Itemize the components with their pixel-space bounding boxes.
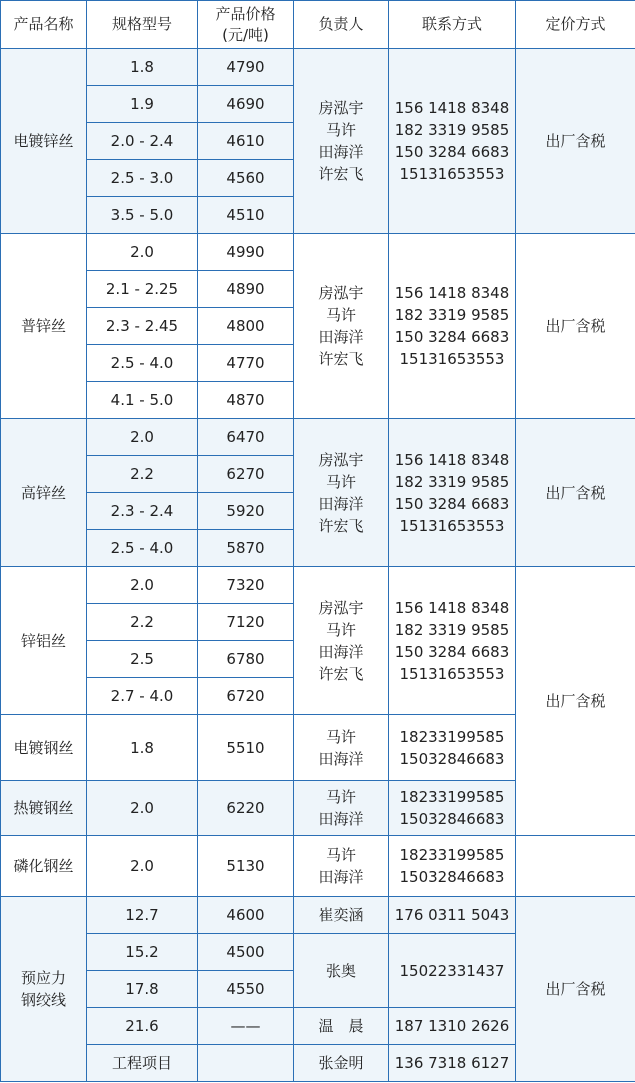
pricing-method: 出厂含税	[516, 234, 635, 419]
spec-cell: 2.0	[87, 567, 198, 604]
table-row	[1, 836, 635, 897]
spec-cell: 21.6	[87, 1008, 198, 1045]
product-name: 高锌丝	[1, 419, 87, 567]
table-row	[1, 419, 635, 456]
price-cell: 7320	[198, 567, 294, 604]
price-cell: ——	[198, 1008, 294, 1045]
price-cell: 4990	[198, 234, 294, 271]
price-cell: 6470	[198, 419, 294, 456]
contact-phones: 15022331437	[389, 934, 516, 1008]
price-cell: 4500	[198, 934, 294, 971]
header-contact-person: 负责人	[294, 1, 389, 49]
price-cell: 6270	[198, 456, 294, 493]
contact-phones: 156 1418 8348 182 3319 9585 150 3284 6683 15131653553	[389, 49, 516, 234]
spec-cell: 3.5 - 5.0	[87, 197, 198, 234]
contact-phones: 136 7318 6127	[389, 1045, 516, 1082]
price-cell: 4610	[198, 123, 294, 160]
price-cell: 7120	[198, 604, 294, 641]
price-cell: 5130	[198, 836, 294, 897]
price-cell	[198, 1045, 294, 1082]
price-cell: 5870	[198, 530, 294, 567]
product-name: 热镀钢丝	[1, 781, 87, 836]
spec-cell: 2.2	[87, 456, 198, 493]
price-cell: 4800	[198, 308, 294, 345]
contact-people: 崔奕涵	[294, 897, 389, 934]
spec-cell: 2.3 - 2.45	[87, 308, 198, 345]
spec-cell: 2.7 - 4.0	[87, 678, 198, 715]
price-cell: 5510	[198, 715, 294, 781]
price-cell: 4560	[198, 160, 294, 197]
spec-cell: 4.1 - 5.0	[87, 382, 198, 419]
header-price: 产品价格 (元/吨)	[198, 1, 294, 49]
table-row	[1, 49, 635, 86]
table-row	[1, 234, 635, 271]
spec-cell: 17.8	[87, 971, 198, 1008]
product-name: 锌铝丝	[1, 567, 87, 715]
price-cell: 6720	[198, 678, 294, 715]
spec-cell: 2.5	[87, 641, 198, 678]
contact-people: 马许 田海洋	[294, 836, 389, 897]
contact-people: 房泓宇 马许 田海洋 许宏飞	[294, 49, 389, 234]
contact-phones: 18233199585 15032846683	[389, 715, 516, 781]
spec-cell: 15.2	[87, 934, 198, 971]
header-pricing-method: 定价方式	[516, 1, 635, 49]
contact-phones: 156 1418 8348 182 3319 9585 150 3284 6683 15131653553	[389, 567, 516, 715]
spec-cell: 1.9	[87, 86, 198, 123]
table-row	[1, 897, 635, 934]
contact-phones: 187 1310 2626	[389, 1008, 516, 1045]
contact-people: 房泓宇 马许 田海洋 许宏飞	[294, 234, 389, 419]
spec-cell: 2.0	[87, 781, 198, 836]
header-contact-info: 联系方式	[389, 1, 516, 49]
product-name: 电镀锌丝	[1, 49, 87, 234]
header-row	[1, 1, 635, 49]
price-cell: 4600	[198, 897, 294, 934]
contact-people: 房泓宇 马许 田海洋 许宏飞	[294, 567, 389, 715]
spec-cell: 2.0 - 2.4	[87, 123, 198, 160]
spec-cell: 2.5 - 4.0	[87, 345, 198, 382]
price-cell: 4790	[198, 49, 294, 86]
contact-phones: 156 1418 8348 182 3319 9585 150 3284 6683 15131653553	[389, 234, 516, 419]
price-cell: 5920	[198, 493, 294, 530]
table-row	[1, 567, 635, 604]
contact-phones: 18233199585 15032846683	[389, 836, 516, 897]
price-cell: 6220	[198, 781, 294, 836]
price-cell: 4890	[198, 271, 294, 308]
spec-cell: 2.1 - 2.25	[87, 271, 198, 308]
pricing-method: 出厂含税	[516, 419, 635, 567]
spec-cell: 1.8	[87, 49, 198, 86]
contact-people: 马许 田海洋	[294, 715, 389, 781]
pricing-method: 出厂含税	[516, 49, 635, 234]
spec-cell: 工程项目	[87, 1045, 198, 1082]
price-cell: 6780	[198, 641, 294, 678]
header-spec: 规格型号	[87, 1, 198, 49]
contact-phones: 156 1418 8348 182 3319 9585 150 3284 6683 15131653553	[389, 419, 516, 567]
contact-people: 温 晨	[294, 1008, 389, 1045]
spec-cell: 2.0	[87, 836, 198, 897]
pricing-method: 出厂含税	[516, 567, 635, 836]
contact-people: 张金明	[294, 1045, 389, 1082]
spec-cell: 2.3 - 2.4	[87, 493, 198, 530]
pricing-method: 出厂含税	[516, 897, 635, 1082]
contact-phones: 176 0311 5043	[389, 897, 516, 934]
product-name: 普锌丝	[1, 234, 87, 419]
spec-cell: 1.8	[87, 715, 198, 781]
spec-cell: 2.2	[87, 604, 198, 641]
contact-phones: 18233199585 15032846683	[389, 781, 516, 836]
price-cell: 4690	[198, 86, 294, 123]
price-cell: 4770	[198, 345, 294, 382]
product-name: 电镀钢丝	[1, 715, 87, 781]
spec-cell: 2.5 - 4.0	[87, 530, 198, 567]
price-cell: 4550	[198, 971, 294, 1008]
contact-people: 房泓宇 马许 田海洋 许宏飞	[294, 419, 389, 567]
contact-people: 马许 田海洋	[294, 781, 389, 836]
pricing-method	[516, 836, 635, 897]
product-name: 预应力 钢绞线	[1, 897, 87, 1082]
spec-cell: 12.7	[87, 897, 198, 934]
header-product-name: 产品名称	[1, 1, 87, 49]
spec-cell: 2.5 - 3.0	[87, 160, 198, 197]
price-cell: 4510	[198, 197, 294, 234]
spec-cell: 2.0	[87, 234, 198, 271]
spec-cell: 2.0	[87, 419, 198, 456]
price-cell: 4870	[198, 382, 294, 419]
product-name: 磷化钢丝	[1, 836, 87, 897]
contact-people: 张奥	[294, 934, 389, 1008]
